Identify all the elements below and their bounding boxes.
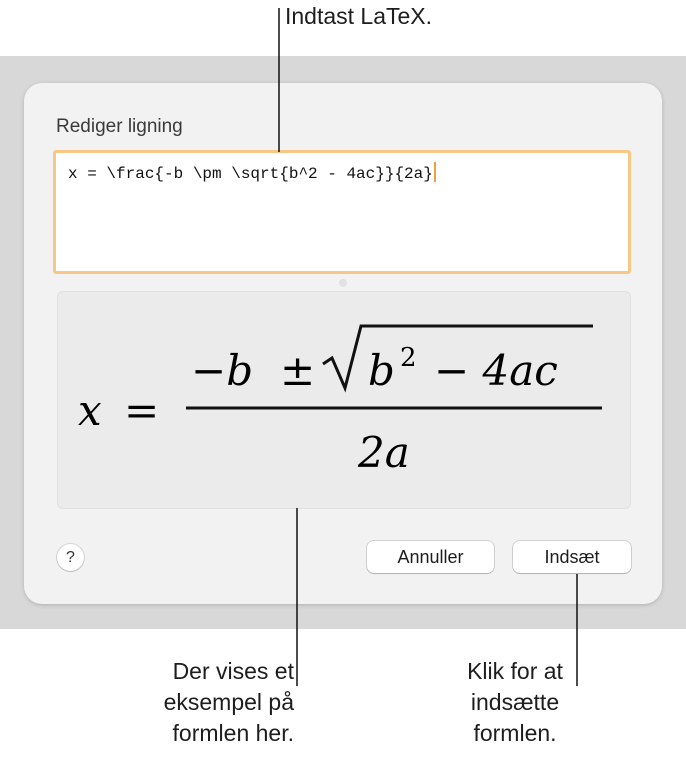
formula-radicand-rest: − 4ac [434, 346, 558, 395]
insert-button[interactable]: Indsæt [513, 541, 631, 573]
callout-preview-line: eksempel på [163, 689, 294, 715]
formula-plus-minus: ± [280, 346, 316, 395]
formula-equals: = [124, 386, 160, 435]
help-button[interactable]: ? [57, 544, 84, 571]
latex-input-value: x = \frac{-b \pm \sqrt{b^2 - 4ac}}{2a} [68, 165, 433, 183]
formula-exponent: 2 [400, 343, 417, 373]
callout-latex: Indtast LaTeX. [285, 3, 433, 29]
callout-insert-line: Klik for at [467, 658, 563, 684]
callout-insert-line: indsætte [470, 689, 560, 715]
callout-insert [430, 656, 600, 749]
callout-preview-line: Der vises et [172, 658, 294, 684]
formula-lhs: x [78, 386, 102, 435]
callout-insert-line: formlen. [473, 720, 557, 746]
callout-preview [110, 656, 294, 749]
formula-denominator: 2a [358, 428, 410, 477]
callout-preview-line: formlen her. [172, 720, 294, 746]
cancel-button[interactable]: Annuller [367, 541, 494, 573]
dialog-title: Rediger ligning [56, 116, 183, 137]
formula-radicand-b: b [368, 346, 395, 395]
formula-numerator-minus-b: −b [191, 346, 254, 395]
